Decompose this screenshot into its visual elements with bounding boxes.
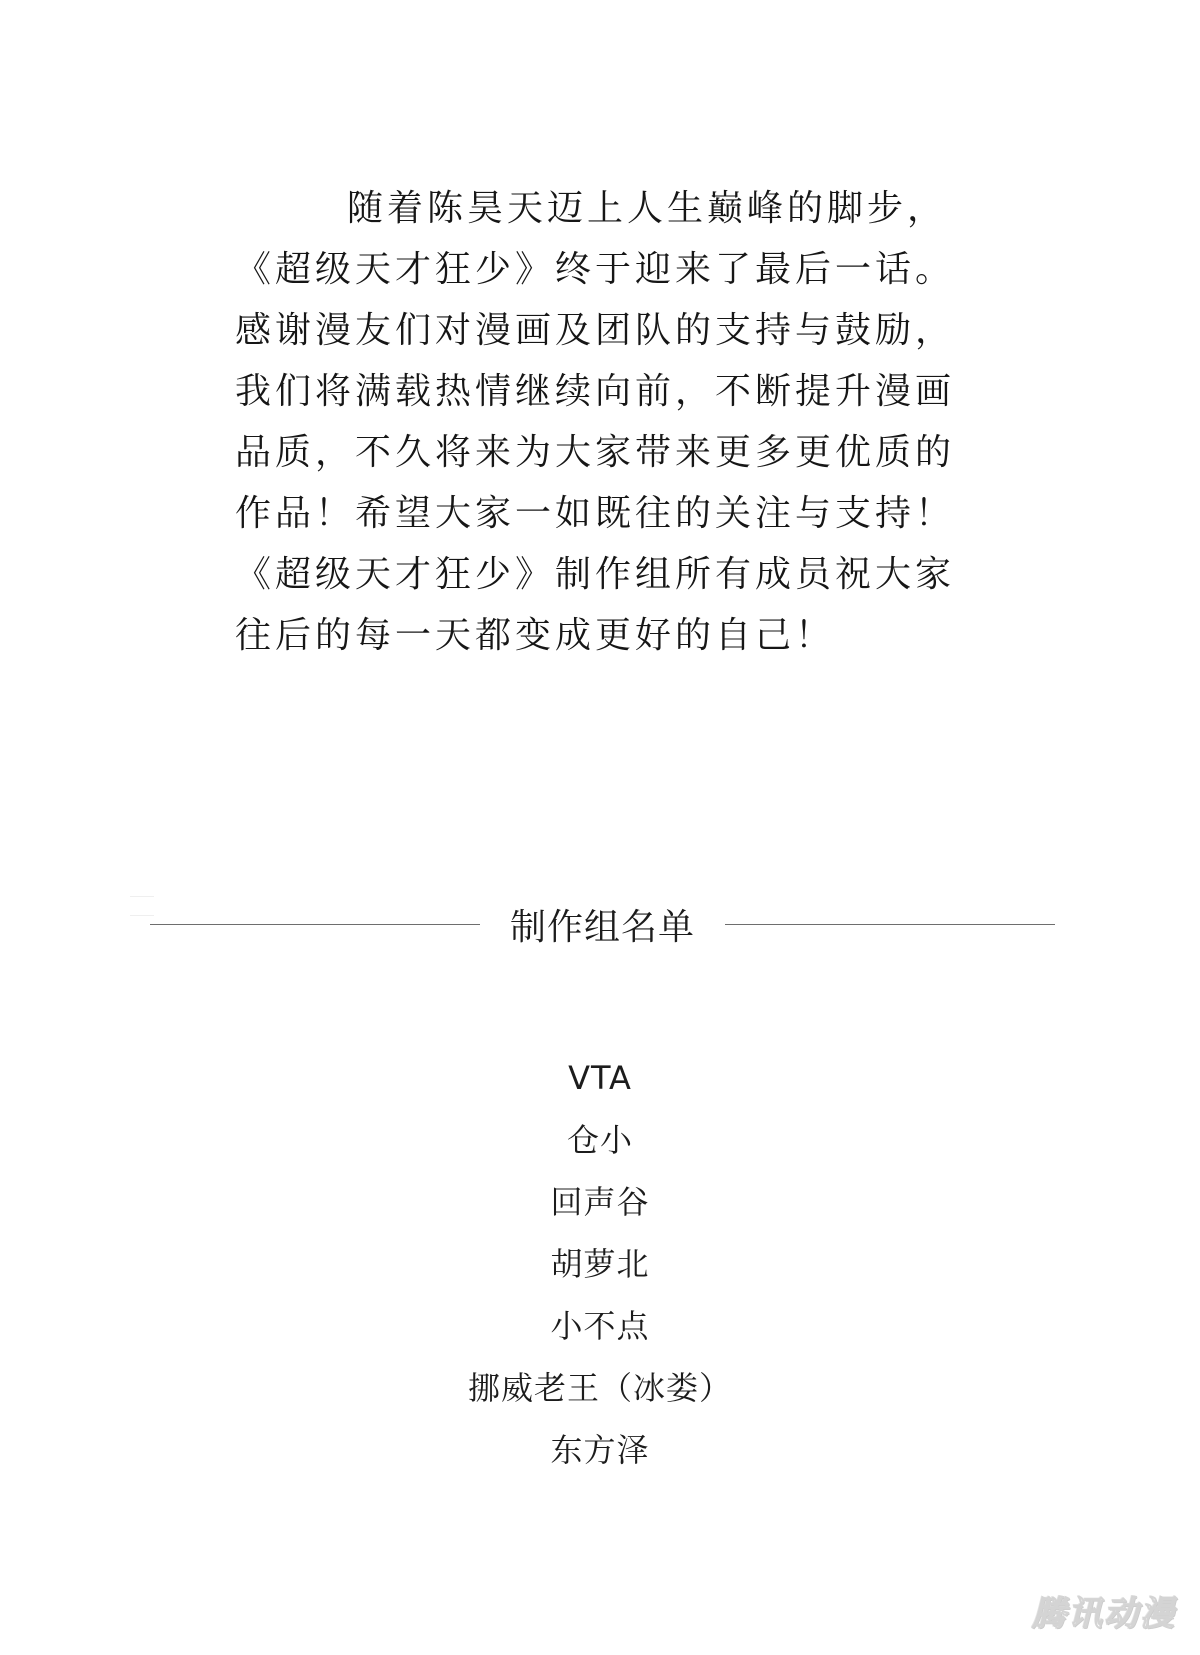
credits-header (150, 894, 1055, 954)
credits-member: 胡萝北 (550, 1245, 650, 1283)
letter-line: 往后的每一天都变成更好的自己！ (235, 615, 836, 656)
closing-letter (235, 178, 975, 666)
watermark-logo: 腾讯动漫 (1032, 1594, 1176, 1634)
credits-member: 东方泽 (550, 1431, 650, 1469)
letter-line: 《超级天才狂少》终于迎来了最后一话。 (235, 249, 956, 290)
credits-member: 仓小 (566, 1121, 633, 1159)
letter-line: 我们将满载热情继续向前，不断提升漫画 (235, 371, 956, 412)
letter-line: 《超级天才狂少》制作组所有成员祝大家 (235, 554, 956, 595)
letter-line: 作品！希望大家一如既往的关注与支持！ (235, 493, 956, 534)
left-divider-rule (150, 924, 480, 925)
credits-member: VTA (568, 1059, 632, 1097)
right-divider-rule (725, 924, 1055, 925)
letter-line: 品质，不久将来为大家带来更多更优质的 (235, 432, 956, 473)
credits-member: 回声谷 (550, 1183, 650, 1221)
credits-list (0, 1047, 1200, 1481)
credits-member: 挪威老王（冰娄） (467, 1369, 732, 1407)
letter-line: 随着陈昊天迈上人生巅峰的脚步， (347, 188, 948, 229)
credits-member: 小不点 (550, 1307, 650, 1345)
credits-title: 制作组名单 (510, 906, 696, 948)
letter-line: 感谢漫友们对漫画及团队的支持与鼓励， (235, 310, 956, 351)
